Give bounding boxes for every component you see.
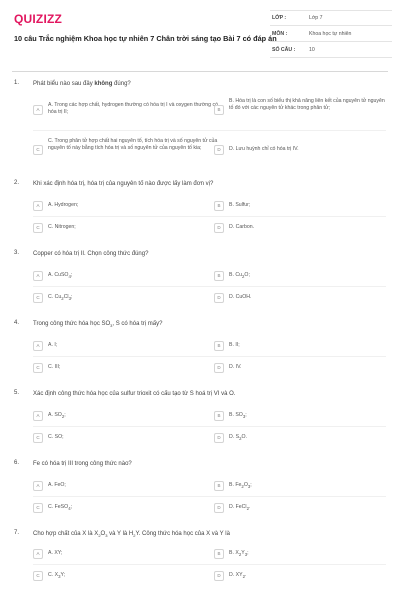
option-text: A. I; [48,342,58,348]
option-text: C. SO; [48,434,64,440]
meta-label: MÔN : [272,30,288,37]
question-1 [14,80,386,172]
option-letter-box: A [33,549,43,559]
option-b[interactable] [214,410,386,422]
option-text: B. $SO_3$; [229,412,247,420]
option-d[interactable] [214,502,386,514]
option-text: A. XY; [48,550,63,556]
question-number: 3. [14,250,20,256]
question-text [33,80,383,88]
option-a[interactable] [33,548,213,560]
option-d[interactable] [214,570,386,582]
question-text: Cho hợp chất của X là $X_2O_3$ và Y là $H_2Y$. Công thức hóa học của X và Y là [33,531,230,539]
option-text: D. $XY_2$. [229,572,247,580]
option-letter-box: B [214,201,224,211]
question-number: 4. [14,320,20,326]
option-letter-box: A [33,341,43,351]
option-a[interactable] [33,410,213,422]
option-text: B. $Cu_2O$; [229,272,250,280]
option-c[interactable] [33,222,213,234]
question-number: 5. [14,390,20,396]
quizizz-logo: QUIZIZZ [14,12,63,26]
option-divider [33,286,386,287]
option-letter-box: C [33,363,43,373]
option-d[interactable] [214,292,386,304]
option-c[interactable] [33,570,213,582]
option-text: C. FeSO$_4$; [48,504,73,512]
option-letter-box: D [214,433,224,443]
question-text: Trong công thức hóa học $SO_3$, S có hóa trị mấy? [33,321,163,329]
option-letter-box: D [214,145,224,155]
option-d[interactable] [214,362,386,374]
option-d[interactable] [214,222,386,234]
meta-row-count [270,42,392,58]
option-text: A. Hydrogen; [48,202,79,208]
option-b[interactable] [214,200,386,212]
option-divider [33,496,386,497]
option-letter-box: B [214,271,224,281]
option-a[interactable] [33,96,223,124]
option-divider [33,216,386,217]
option-letter-box: D [214,571,224,581]
question-text: Khi xác định hóa trị, hóa trị của nguyên tố nào được lấy làm đơn vị? [33,181,214,187]
option-text: A. $SO_2$; [48,412,66,420]
question-text: Fe có hóa trị III trong công thức nào? [33,461,132,467]
option-divider [33,426,386,427]
question-3 [14,250,386,310]
option-c[interactable] [33,136,223,166]
option-letter-box: A [33,271,43,281]
option-letter-box: D [214,363,224,373]
option-text: B. Sulfur; [229,202,251,208]
option-text: B. II; [229,342,240,348]
option-a[interactable] [33,480,213,492]
option-b[interactable] [214,480,386,492]
meta-value: Khoa học tự nhiên [309,30,352,37]
option-b[interactable] [214,270,386,282]
question-text-emphasis: không [94,81,113,87]
option-text: C. III; [48,364,61,370]
question-7 [14,530,386,592]
option-divider [33,130,386,131]
meta-label: LỚP : [272,15,287,21]
option-letter-box: B [214,481,224,491]
option-text: A. Trong các hợp chất, hydrogen thường có hóa trị I và oxygen thường có hóa trị II; [48,102,218,116]
meta-row-subject [270,26,392,42]
option-letter-box: B [214,105,224,115]
option-b[interactable] [214,96,386,130]
meta-label: SỐ CÂU : [272,46,296,53]
option-divider [33,356,386,357]
option-letter-box: C [33,293,43,303]
question-number: 6. [14,460,20,466]
question-6 [14,460,386,520]
option-text: C. $Cu_2Cl_3$; [48,294,73,302]
question-5 [14,390,386,450]
option-text: D. FeCl$_2$. [229,504,251,512]
option-letter-box: A [33,481,43,491]
question-number: 1. [14,80,20,86]
option-c[interactable] [33,502,213,514]
option-c[interactable] [33,292,213,304]
option-letter-box: B [214,549,224,559]
option-a[interactable] [33,270,213,282]
option-divider [33,564,386,565]
option-text: D. Carbon. [229,224,255,230]
option-letter-box: D [214,503,224,513]
worksheet-title: 10 câu Trắc nghiệm Khoa học tự nhiên 7 Chân trời sáng tạo Bài 7 có đáp án [14,34,277,43]
option-letter-box: C [33,433,43,443]
option-letter-box: C [33,571,43,581]
question-number: 2. [14,180,20,186]
option-text: D. CuOH. [229,294,252,300]
option-a[interactable] [33,340,213,352]
option-letter-box: C [33,145,43,155]
option-letter-box: B [214,341,224,351]
option-text: C. Nitrogen; [48,224,76,230]
header-divider [12,71,388,72]
option-text: D. Lưu huỳnh chỉ có hóa trị IV. [229,146,299,152]
option-letter-box: C [33,503,43,513]
option-letter-box: A [33,201,43,211]
question-text: Xác định công thức hóa học của sulfur trioxit có cấu tạo từ S hoá trị VI và O. [33,391,236,397]
option-letter-box: C [33,223,43,233]
option-text: D. $S_2O$. [229,434,247,442]
question-2 [14,180,386,240]
option-d[interactable] [214,136,386,166]
option-b[interactable] [214,340,386,352]
meta-value: Lớp 7 [309,15,323,21]
option-text: D. IV. [229,364,242,370]
option-text: B. Hóa trị là con số biểu thị khả năng liên kết của nguyên tử nguyên tố đó với các nguyên tử khác trong phân tử; [229,98,385,112]
option-text: A. CuSO$_4$; [48,272,73,280]
question-text: Copper có hóa trị II. Chọn công thức đúng? [33,251,149,257]
option-d[interactable] [214,432,386,444]
option-letter-box: B [214,411,224,421]
option-text: C. $X_3Y$; [48,572,66,580]
option-b[interactable] [214,548,386,560]
option-c[interactable] [33,362,213,374]
option-letter-box: D [214,223,224,233]
worksheet-meta-table [270,10,392,58]
worksheet-header [0,0,400,68]
question-4 [14,320,386,380]
option-text: A. FeO; [48,482,66,488]
meta-value: 10 [309,46,315,53]
option-text: B. $Fe_2O_3$; [229,482,252,490]
question-text-part: Phát biểu nào sau đây [33,81,95,87]
option-a[interactable] [33,200,213,212]
option-text: B. $X_2Y_3$; [229,550,249,558]
option-c[interactable] [33,432,213,444]
question-number: 7. [14,530,20,536]
question-text-part: đúng? [112,81,131,87]
option-text: C. Trong phân tử hợp chất hai nguyên tố, tích hóa trị và số nguyên tử của nguyên tố này bằng tích hóa trị và số nguyên tử của nguyên tố kia; [48,138,218,152]
meta-row-class [270,10,392,26]
option-letter-box: D [214,293,224,303]
option-letter-box: A [33,105,43,115]
option-letter-box: A [33,411,43,421]
